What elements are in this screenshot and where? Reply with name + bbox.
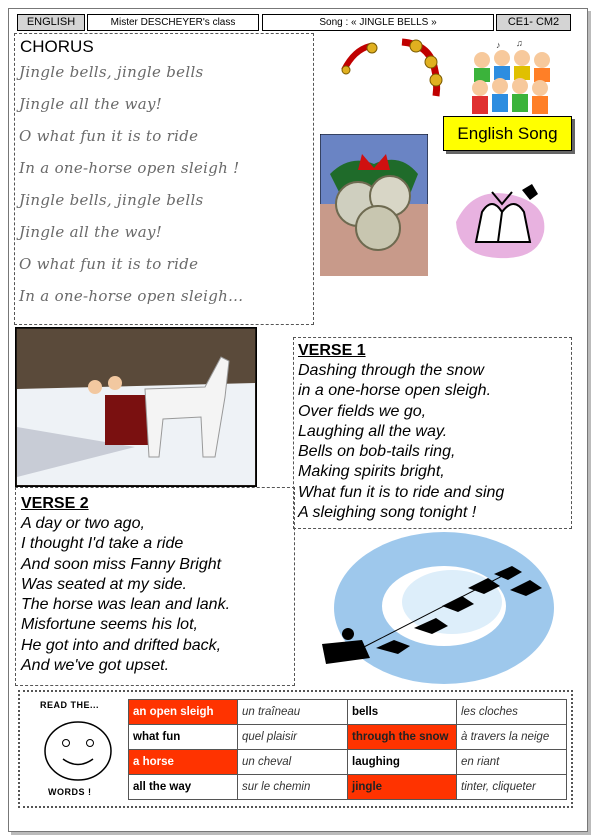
- chorus-title: CHORUS: [20, 37, 94, 56]
- verse1-line: Laughing all the way.: [298, 422, 448, 440]
- vocabulary-row: [129, 775, 567, 800]
- ribbon-bells-icon: [398, 36, 448, 102]
- vocabulary-french-translation: un cheval: [238, 750, 348, 775]
- verse1-line: Bells on bob-tails ring,: [298, 443, 456, 461]
- verse2-line: And we've got upset.: [21, 657, 170, 675]
- english-song-badge: English Song: [443, 116, 572, 151]
- header-song: Song : « JINGLE BELLS »: [262, 14, 494, 31]
- vocabulary-french-translation: sur le chemin: [238, 775, 348, 800]
- svg-text:♪: ♪: [496, 40, 501, 50]
- chorus-line: In a one-horse open sleigh...: [19, 287, 244, 305]
- vocabulary-french-translation: à travers la neige: [457, 725, 567, 750]
- verse1-line: What fun it is to ride and sing: [298, 483, 505, 501]
- words-label: WORDS !: [48, 787, 92, 797]
- vocabulary-english-word: what fun: [129, 725, 238, 750]
- header-subject: ENGLISH: [17, 14, 85, 31]
- chorus-line: Jingle bells, jingle bells: [19, 63, 204, 81]
- verse1-line: Dashing through the snow: [298, 362, 484, 379]
- verse2-line: He got into and drifted back,: [21, 636, 222, 654]
- verse2-line: Misfortune seems his lot,: [21, 616, 198, 634]
- chorus-lines: [19, 56, 243, 312]
- header-level: CE1- CM2: [496, 14, 571, 31]
- smiley-face-icon: [43, 720, 113, 782]
- verse2-line: And soon miss Fanny Bright: [21, 555, 222, 573]
- header-teacher: Mister DESCHEYER's class: [87, 14, 259, 31]
- chorus-line: O what fun it is to ride: [19, 127, 199, 145]
- verse1-line: in a one-horse open sleigh.: [298, 382, 492, 400]
- read-the-label: READ THE...: [40, 700, 100, 710]
- verse2-lines: [21, 514, 230, 676]
- vocabulary-row: [129, 700, 567, 725]
- vocabulary-french-translation: tinter, cliqueter: [457, 775, 567, 800]
- vocabulary-french-translation: quel plaisir: [238, 725, 348, 750]
- chorus-line: In a one-horse open sleigh !: [19, 159, 240, 177]
- chorus-line: Jingle all the way!: [19, 95, 163, 113]
- verse2-box: [15, 487, 295, 686]
- horse-sleigh-photo: [15, 327, 257, 487]
- verse1-line: Making spirits bright,: [298, 463, 445, 481]
- verse1-line: Over fields we go,: [298, 402, 427, 420]
- chorus-line: O what fun it is to ride: [19, 255, 199, 273]
- verse2-line: I thought I'd take a ride: [21, 535, 184, 553]
- christmas-bells-photo: [320, 134, 428, 276]
- verse2-line: A day or two ago,: [21, 515, 145, 532]
- vocabulary-english-word: through the snow: [348, 725, 457, 750]
- chorus-line: Jingle bells, jingle bells: [19, 191, 204, 209]
- vocabulary-french-translation: les cloches: [457, 700, 567, 725]
- vocabulary-english-word: laughing: [348, 750, 457, 775]
- vocabulary-english-word: all the way: [129, 775, 238, 800]
- vocabulary-french-translation: un traîneau: [238, 700, 348, 725]
- vocabulary-row: [129, 750, 567, 775]
- vocabulary-english-word: an open sleigh: [129, 700, 238, 725]
- verse2-title: VERSE 2: [21, 495, 89, 512]
- bell-clipart-icon: [452, 182, 552, 264]
- verse1-box: [293, 337, 572, 529]
- verse1-line: A sleighing song tonight !: [298, 504, 477, 522]
- small-bell-icon: [340, 40, 380, 76]
- verse2-line: The horse was lean and lank.: [21, 596, 231, 614]
- vocabulary-row: [129, 725, 567, 750]
- vocabulary-english-word: a horse: [129, 750, 238, 775]
- chorus-line: Jingle all the way!: [19, 223, 163, 241]
- singing-children-icon: [466, 38, 558, 116]
- verse1-title: VERSE 1: [298, 342, 366, 359]
- chorus-box: [14, 33, 314, 325]
- vocabulary-english-word: bells: [348, 700, 457, 725]
- verse1-lines: [298, 361, 504, 523]
- verse2-line: Was seated at my side.: [21, 575, 187, 593]
- vocabulary-table: [128, 699, 567, 800]
- vocabulary-french-translation: en riant: [457, 750, 567, 775]
- santa-moon-clipart: [314, 530, 554, 686]
- vocabulary-english-word: jingle: [348, 775, 457, 800]
- svg-text:♫: ♫: [516, 38, 523, 48]
